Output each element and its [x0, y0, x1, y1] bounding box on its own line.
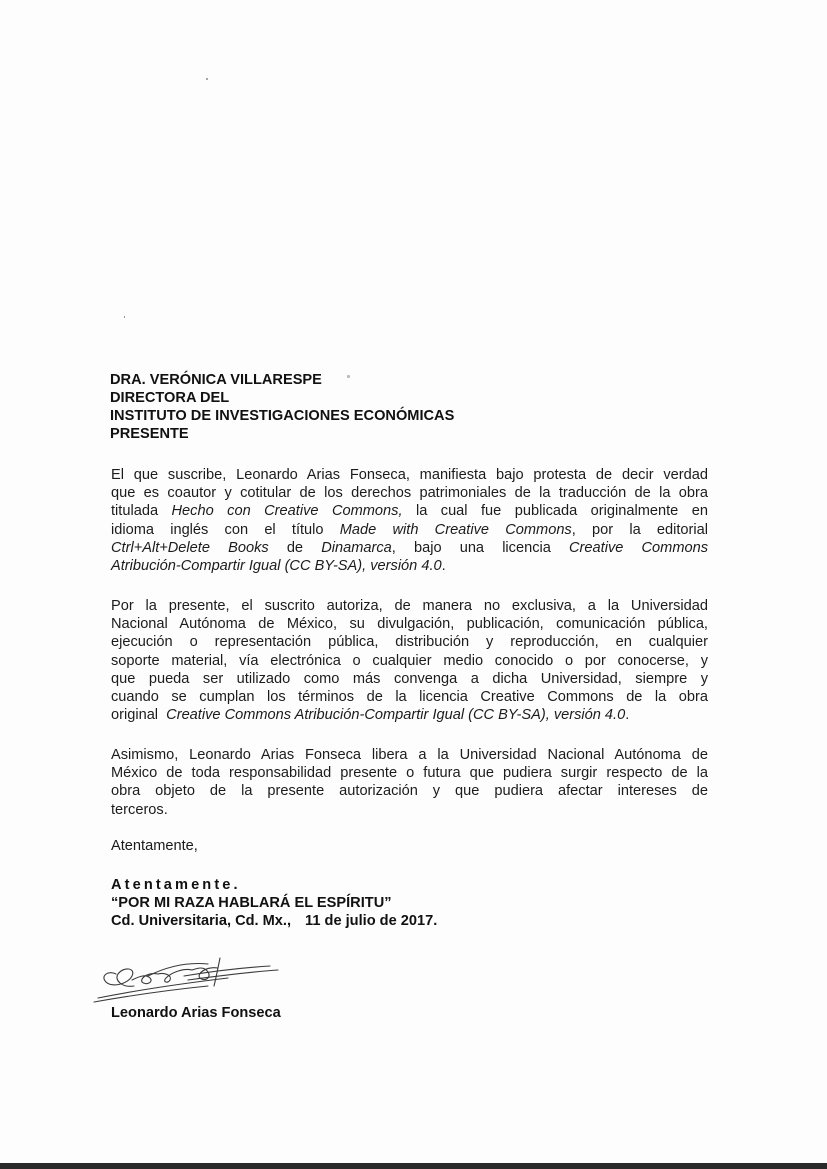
paragraph-authorization	[111, 597, 708, 724]
date: 11 de julio de 2017.	[305, 913, 438, 929]
paragraph-declaration	[111, 466, 708, 575]
signer-name: Leonardo Arias Fonseca	[111, 1005, 281, 1021]
closing-salutation: Atentamente,	[111, 838, 198, 854]
text-line: Por la presente, el suscrito autoriza, de manera no exclusiva, a la Universidad	[111, 598, 708, 614]
place-date-line	[111, 912, 437, 930]
scan-speck	[206, 78, 208, 80]
scan-edge	[0, 1163, 827, 1169]
atentamente-label: Atentamente.	[111, 877, 241, 893]
publisher-country: Dinamarca	[321, 539, 392, 556]
text-line: que es coautor y cotitular de los derechos patrimoniales de la traducción de la obra	[111, 485, 708, 502]
recipient-presente: PRESENTE	[110, 426, 189, 442]
signature-block	[111, 876, 437, 930]
text-line: cuando se cumplan los términos de la licencia Creative Commons de la obra	[111, 689, 708, 706]
university-motto: “POR MI RAZA HABLARÁ EL ESPÍRITU”	[111, 895, 392, 911]
text-line: Nacional Autónoma de México, su divulgación, publicación, comunicación pública,	[111, 616, 708, 633]
text-line: ejecución o representación pública, distribución y reproducción, en cualquier	[111, 634, 708, 651]
work-title-english: Made with Creative Commons	[339, 521, 572, 538]
recipient-name: DRA. VERÓNICA VILLARESPE	[110, 372, 322, 388]
text-line: Ctrl+Alt+Delete Books de Dinamarca, bajo una licencia Creative Commons	[111, 539, 709, 556]
recipient-title: DIRECTORA DEL	[110, 390, 230, 406]
work-title-spanish: Hecho con Creative Commons,	[171, 503, 403, 520]
text-line: México de toda responsabilidad presente o futura que pudiera surgir respecto de la	[111, 765, 708, 782]
text-line: terceros.	[111, 801, 168, 818]
text-line: obra objeto de la presente autorización y que pudiera afectar intereses de	[111, 783, 708, 800]
publisher-name: Ctrl+Alt+Delete Books	[111, 539, 269, 556]
recipient-institution: INSTITUTO DE INVESTIGACIONES ECONÓMICAS	[110, 408, 455, 424]
text-line: El que suscribe, Leonardo Arias Fonseca, manifiesta bajo protesta de decir verdad	[111, 467, 708, 483]
place: Cd. Universitaria, Cd. Mx.,	[111, 913, 292, 929]
handwritten-signature	[88, 946, 288, 1006]
text-line: Asimismo, Leonardo Arias Fonseca libera a la Universidad Nacional Autónoma de	[111, 747, 708, 763]
recipient-block	[110, 371, 710, 443]
paragraph-liability	[111, 746, 708, 819]
license-name: Creative Commons	[569, 539, 709, 556]
text-line: que pueda ser utilizado como más convenga a dicha Universidad, siempre y	[111, 670, 708, 687]
text-line: original Creative Commons Atribución-Compartir Igual (CC BY-SA), versión 4.0.	[111, 707, 630, 724]
text-line: idioma inglés con el título Made with Creative Commons, por la editorial	[111, 521, 709, 538]
license-version: Atribución-Compartir Igual (CC BY-SA), versión 4.0	[111, 558, 442, 575]
scan-speck	[124, 316, 125, 318]
text-line: Atribución-Compartir Igual (CC BY-SA), versión 4.0.	[111, 558, 446, 575]
text-line: soporte material, vía electrónica o cualquier medio conocido o por conocerse, y	[111, 652, 708, 669]
text-line: titulada Hecho con Creative Commons, la cual fue publicada originalmente en	[111, 503, 708, 520]
license-full-name: Creative Commons Atribución-Compartir Igual (CC BY-SA), versión 4.0	[166, 707, 626, 724]
